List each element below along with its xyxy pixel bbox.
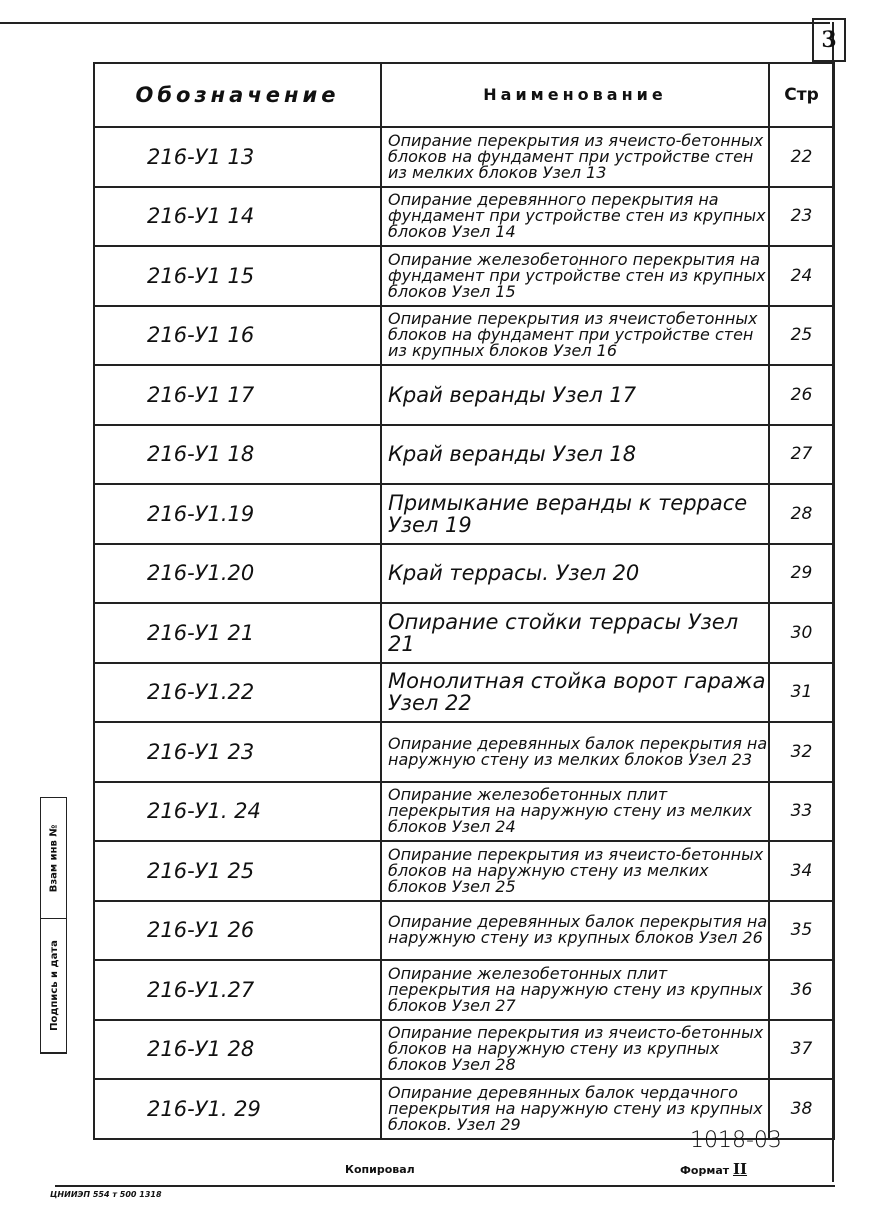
table-row	[94, 782, 834, 842]
table-row	[94, 544, 834, 604]
header-page: Стр	[769, 63, 834, 127]
print-mark: ЦНИИЭП 554 т 500 1318	[50, 1190, 162, 1199]
row-name: Монолитная стойка ворот гаража Узел 22	[381, 663, 769, 723]
row-page: 22	[769, 127, 834, 187]
header-name: Наименование	[381, 63, 769, 127]
row-page: 23	[769, 187, 834, 247]
row-page: 26	[769, 365, 834, 425]
table-row	[94, 901, 834, 961]
frame-bottom	[55, 1185, 835, 1187]
row-page: 28	[769, 484, 834, 544]
row-page: 33	[769, 782, 834, 842]
table-row	[94, 1020, 834, 1080]
header-designation: Обозначение	[94, 63, 381, 127]
format-label: Формат	[680, 1164, 730, 1177]
table-row	[94, 841, 834, 901]
row-name: Опирание железобетонных плит перекрытия на наружную стену из мелких блоков Узел 24	[381, 782, 769, 842]
row-code: 216-У1.22	[94, 663, 381, 723]
stamp-inv: Взам инв №	[48, 824, 60, 892]
row-code: 216-У1.27	[94, 960, 381, 1020]
table-row	[94, 425, 834, 485]
row-page: 29	[769, 544, 834, 604]
row-code: 216-У1 17	[94, 365, 381, 425]
row-code: 216-У1. 29	[94, 1079, 381, 1139]
row-name: Опирание перекрытия из ячеисто-бетонных блоков на фундамент при устройстве стен из мелких блоков Узел 13	[381, 127, 769, 187]
row-page: 32	[769, 722, 834, 782]
document-code: 1018-03	[690, 1128, 782, 1153]
row-page: 37	[769, 1020, 834, 1080]
row-name: Опирание перекрытия из ячеисто-бетонных блоков на наружную стену из крупных блоков Узел 28	[381, 1020, 769, 1080]
row-name: Опирание перекрытия из ячеистобетонных блоков на фундамент при устройстве стен из крупных блоков Узел 16	[381, 306, 769, 366]
row-page: 38	[769, 1079, 834, 1139]
table-row	[94, 365, 834, 425]
row-code: 216-У1 28	[94, 1020, 381, 1080]
page-number: 3	[812, 18, 846, 62]
stamp-sign-cell	[41, 919, 67, 1053]
copied-label: Копировал	[345, 1163, 415, 1176]
row-page: 31	[769, 663, 834, 723]
row-page: 35	[769, 901, 834, 961]
row-code: 216-У1 15	[94, 246, 381, 306]
table-row	[94, 603, 834, 663]
row-name: Край террасы. Узел 20	[381, 544, 769, 604]
row-page: 34	[769, 841, 834, 901]
stamp-sign: Подпись и дата	[48, 940, 60, 1031]
table-row	[94, 306, 834, 366]
row-page: 36	[769, 960, 834, 1020]
table-row	[94, 484, 834, 544]
row-name: Опирание деревянных балок перекрытия на наружную стену из крупных блоков Узел 26	[381, 901, 769, 961]
row-code: 216-У1.19	[94, 484, 381, 544]
stamp-divider	[66, 797, 67, 1052]
row-name: Опирание деревянного перекрытия на фундамент при устройстве стен из крупных блоков Узел 14	[381, 187, 769, 247]
frame-top	[0, 22, 830, 24]
row-name: Опирание железобетонных плит перекрытия на наружную стену из крупных блоков Узел 27	[381, 960, 769, 1020]
row-name: Опирание деревянных балок перекрытия на наружную стену из мелких блоков Узел 23	[381, 722, 769, 782]
stamp-inv-cell	[41, 798, 67, 919]
row-code: 216-У1. 24	[94, 782, 381, 842]
row-code: 216-У1 18	[94, 425, 381, 485]
row-code: 216-У1 25	[94, 841, 381, 901]
row-name: Край веранды Узел 17	[381, 365, 769, 425]
table-row	[94, 187, 834, 247]
row-code: 216-У1 23	[94, 722, 381, 782]
table-row	[94, 960, 834, 1020]
row-code: 216-У1 26	[94, 901, 381, 961]
row-code: 216-У1 14	[94, 187, 381, 247]
table-row	[94, 663, 834, 723]
contents-table	[93, 62, 835, 1140]
side-stamp	[40, 797, 67, 1054]
row-code: 216-У1 13	[94, 127, 381, 187]
table-row	[94, 246, 834, 306]
row-code: 216-У1 16	[94, 306, 381, 366]
row-code: 216-У1 21	[94, 603, 381, 663]
table-row	[94, 722, 834, 782]
format	[680, 1160, 747, 1178]
row-name: Опирание железобетонного перекрытия на фундамент при устройстве стен из крупных блоков Узел 15	[381, 246, 769, 306]
row-page: 25	[769, 306, 834, 366]
row-page: 27	[769, 425, 834, 485]
row-code: 216-У1.20	[94, 544, 381, 604]
row-name: Опирание деревянных балок чердачного перекрытия на наружную стену из крупных блоков. Узел 29	[381, 1079, 769, 1139]
row-page: 24	[769, 246, 834, 306]
row-name: Край веранды Узел 18	[381, 425, 769, 485]
table-row	[94, 127, 834, 187]
format-value: II	[732, 1160, 748, 1178]
row-name: Опирание перекрытия из ячеисто-бетонных блоков на наружную стену из мелких блоков Узел 25	[381, 841, 769, 901]
row-page: 30	[769, 603, 834, 663]
row-name: Опирание стойки террасы Узел 21	[381, 603, 769, 663]
row-name: Примыкание веранды к террасе Узел 19	[381, 484, 769, 544]
